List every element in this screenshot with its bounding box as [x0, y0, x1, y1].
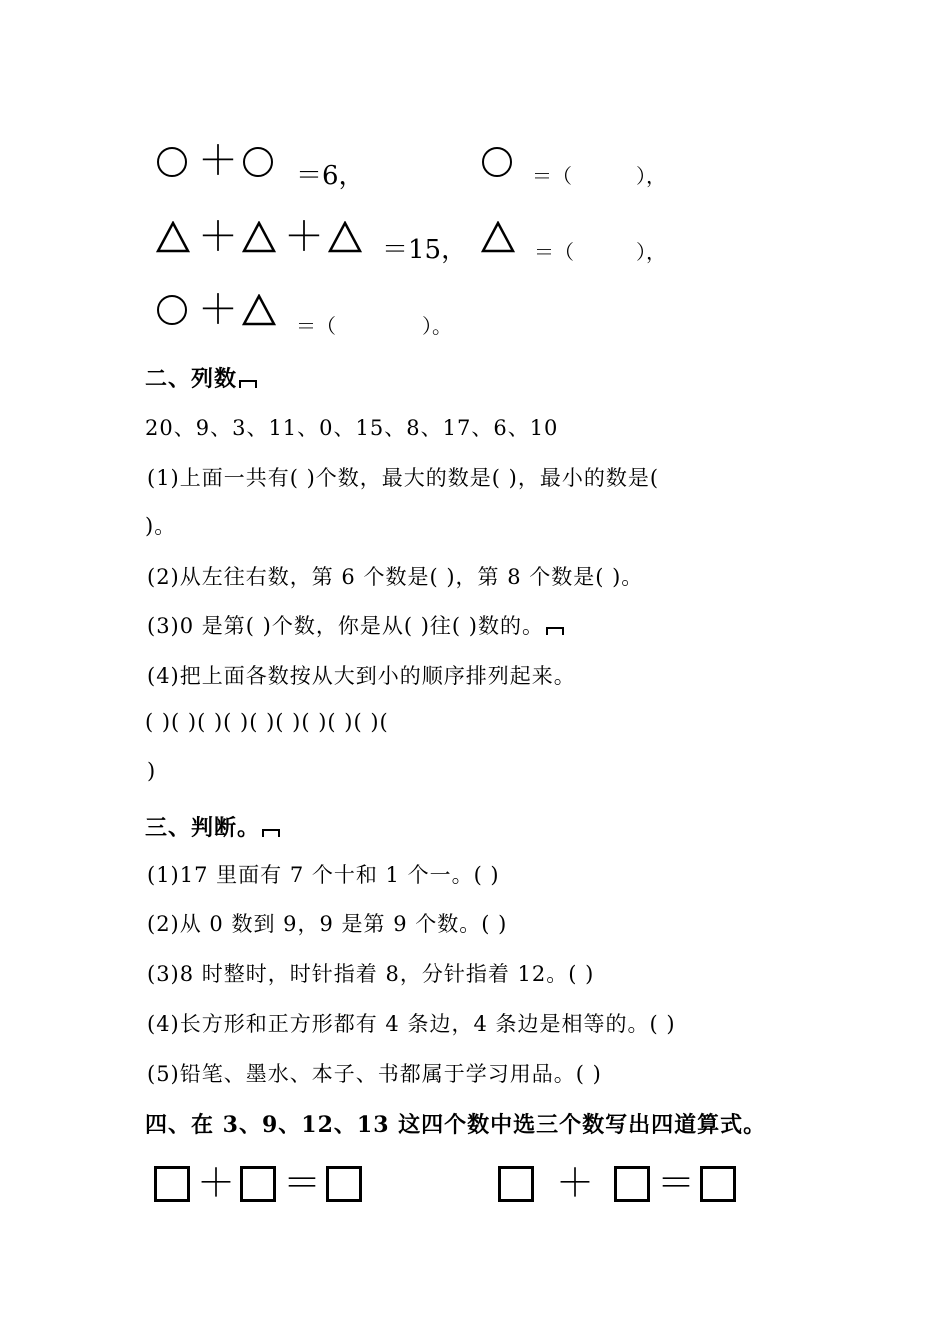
answer-box[interactable] — [154, 1166, 190, 1202]
answer-box[interactable] — [326, 1166, 362, 1202]
plus-sign: ＋ — [197, 1161, 236, 1205]
question-4: (4)把上面各数按从大到小的顺序排列起来。 — [147, 664, 576, 688]
triangle-icon — [242, 221, 276, 253]
question-2: (2)从左往右数，第 6 个数是( )，第 8 个数是( )。 — [147, 565, 644, 589]
question-3 — [147, 610, 564, 640]
number-list: 20、9、3、11、0、15、8、17、6、10 — [145, 416, 559, 440]
section-heading-4: 四、在 3、9、12、13 这四个数中选三个数写出四道算式。 — [145, 1112, 767, 1138]
circle-icon — [157, 147, 187, 177]
answer-box[interactable] — [700, 1166, 736, 1202]
judgement-item: (5)铅笔、墨水、本子、书都属于学习用品。( ) — [147, 1062, 602, 1086]
judgement-item: (1)17 里面有 7 个十和 1 个一。( ) — [147, 863, 500, 887]
answer-open: ＝（ — [532, 164, 572, 188]
equals-sign: ＝ — [283, 1161, 322, 1205]
triangle-icon — [481, 221, 515, 253]
judgement-item: (3)8 时整时，时针指着 8，分针指着 12。( ) — [147, 962, 595, 986]
answer-close: ）。 — [422, 314, 452, 338]
editor-mark-icon — [239, 380, 257, 388]
question-3-text: (3)0 是第( )个数，你是从( )往( )数的。 — [147, 614, 544, 638]
circle-icon — [157, 295, 187, 325]
plus-sign: ＋ — [198, 287, 238, 333]
section-title: 三、判断。 — [145, 815, 261, 841]
plus-sign: ＋ — [556, 1161, 595, 1205]
editor-mark-icon — [546, 627, 564, 635]
circle-icon — [482, 147, 512, 177]
plus-sign: ＋ — [198, 214, 238, 260]
editor-mark-icon — [262, 829, 280, 837]
answer-box[interactable] — [240, 1166, 276, 1202]
answer-close: ）， — [636, 240, 666, 264]
plus-sign: ＋ — [198, 138, 238, 184]
circle-icon — [243, 147, 273, 177]
answer-open: ＝（ — [296, 314, 336, 338]
section-heading-3 — [145, 811, 280, 842]
answer-box[interactable] — [614, 1166, 650, 1202]
equation-result: ＝15， — [382, 235, 468, 265]
triangle-icon — [328, 221, 362, 253]
equation-result: ＝6， — [296, 161, 365, 191]
judgement-item: (2)从 0 数到 9，9 是第 9 个数。( ) — [147, 912, 508, 936]
question-1-line-1: (1)上面一共有( )个数，最大的数是( )，最小的数是( — [147, 466, 660, 490]
equals-sign: ＝ — [657, 1161, 696, 1205]
section-title: 二、列数 — [145, 366, 238, 392]
answer-open: ＝（ — [534, 240, 574, 264]
answer-close: ）， — [636, 164, 666, 188]
judgement-item: (4)长方形和正方形都有 4 条边，4 条边是相等的。( ) — [147, 1012, 676, 1036]
answer-blanks-line-1: ( )( )( )( )( )( )( )( )( )( — [145, 710, 389, 734]
question-1-line-2: )。 — [145, 514, 177, 538]
plus-sign: ＋ — [284, 214, 324, 260]
triangle-icon — [156, 221, 190, 253]
answer-box[interactable] — [498, 1166, 534, 1202]
section-heading-2 — [145, 362, 257, 393]
answer-blanks-line-2: ) — [147, 759, 157, 783]
triangle-icon — [242, 294, 276, 326]
